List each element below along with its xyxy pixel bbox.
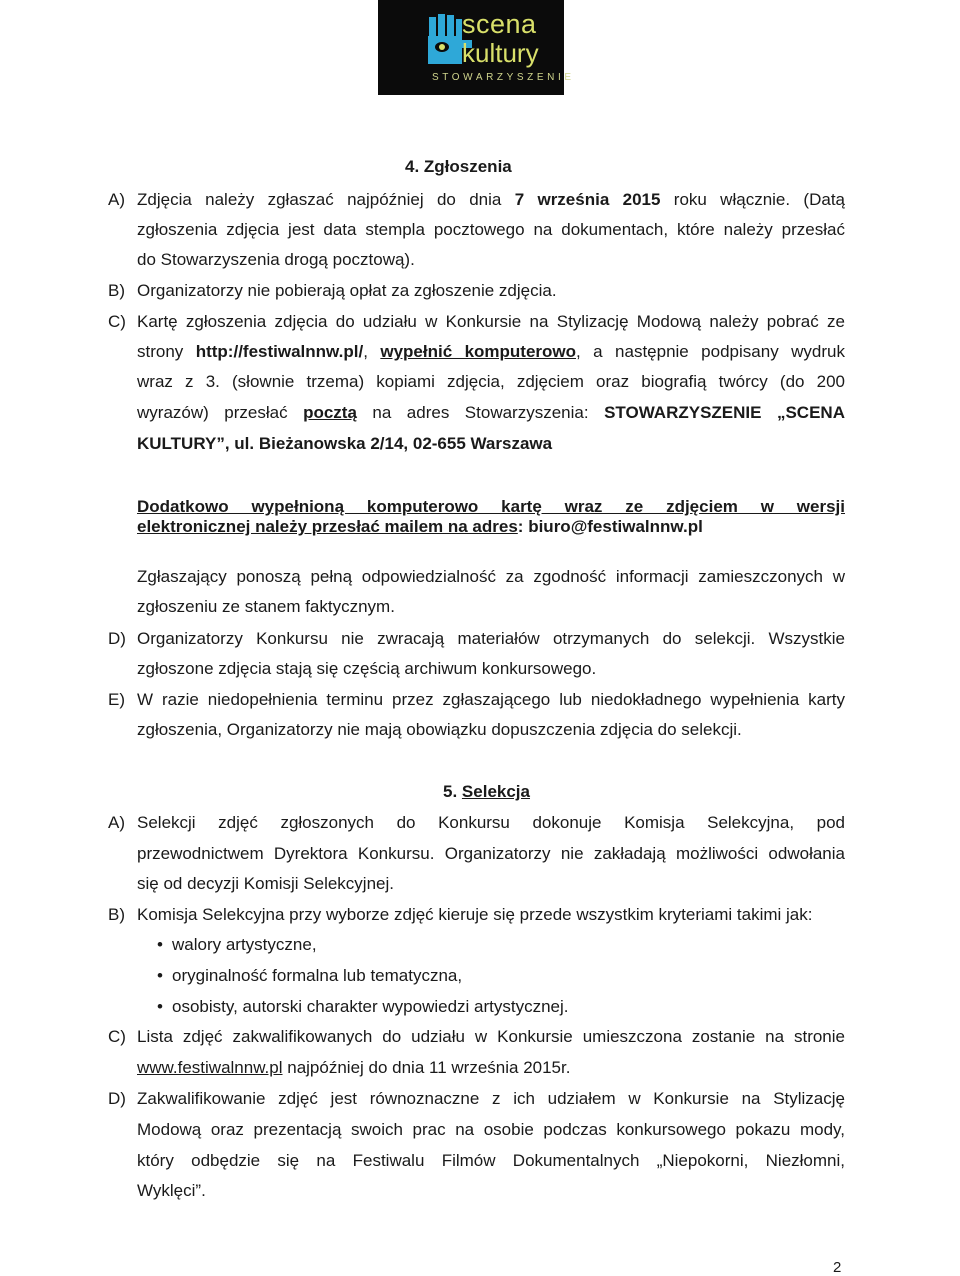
paragraph-line: www.festiwalnnw.pl najpóźniej do dnia 11 września 2015r. (137, 1058, 571, 1077)
paragraph-line: Komisja Selekcyjna przy wyborze zdjęć kieruje się przede wszystkim kryteriami takimi jak: (137, 905, 813, 924)
item-label: B) (108, 281, 125, 300)
item-label: C) (108, 1027, 126, 1046)
paragraph-line: Organizatorzy nie pobierają opłat za zgłoszenie zdjęcia. (137, 281, 557, 300)
bullet-icon: • (157, 997, 163, 1016)
logo-word-kultury: kultury (462, 38, 539, 68)
website-link[interactable]: http://festiwalnnw.pl/ (195, 342, 364, 361)
bullet-icon: • (157, 935, 163, 954)
paragraph-line: Lista zdjęć zakwalifikowanych do udziału w Konkursie umieszczona zostanie na stronie (137, 1027, 845, 1046)
paragraph-line: Zdjęcia należy zgłaszać najpóźniej do dnia 7 września 2015 roku włącznie. (Datą (137, 190, 845, 209)
paragraph-line: który odbędzie się na Festiwalu Filmów Dokumentalnych „Niepokorni, Niezłomni, (137, 1151, 845, 1170)
paragraph-line: wraz z 3. (słownie trzema) kopiami zdjęcia, zdjęciem oraz biografią twórcy (do 200 (137, 372, 845, 391)
paragraph-line: Wyklęci”. (137, 1181, 206, 1200)
paragraph-line: Organizatorzy Konkursu nie zwracają materiałów otrzymanych do selekcji. Wszystkie (137, 629, 845, 648)
item-label: A) (108, 190, 125, 209)
paragraph-line: W razie niedopełnienia terminu przez zgłaszającego lub niedokładnego wypełnienia karty (137, 690, 845, 709)
paragraph-line: przewodnictwem Dyrektora Konkursu. Organizatorzy nie zakładają możliwości odwołania (137, 844, 845, 863)
page-number: 2 (833, 1259, 842, 1276)
paragraph-line: strony http://festiwalnnw.pl/, wypełnić komputerowo, a następnie podpisany wydruk (137, 342, 845, 361)
paragraph-line: Selekcji zdjęć zgłoszonych do Konkursu dokonuje Komisja Selekcyjna, pod (137, 813, 845, 832)
logo-word-stowarzyszenie: STOWARZYSZENIE (432, 72, 575, 83)
list-item: walory artystyczne, (172, 935, 317, 954)
paragraph-line: Modową oraz prezentacją swoich prac na osobie podczas konkursowego pokazu mody, (137, 1120, 845, 1139)
item-label: D) (108, 629, 126, 648)
paragraph-line: się od decyzji Komisji Selekcyjnej. (137, 874, 394, 893)
paragraph-line: zgłoszenia zdjęcia jest data stempla pocztowego na dokumentach, które należy przesłać (137, 220, 845, 239)
list-item: oryginalność formalna lub tematyczna, (172, 966, 463, 985)
paragraph-line: do Stowarzyszenia drogą pocztową). (137, 250, 415, 269)
paragraph-line: Kartę zgłoszenia zdjęcia do udziału w Konkursie na Stylizację Modową należy pobrać ze (137, 312, 845, 331)
paragraph-line: Zakwalifikowanie zdjęć jest równoznaczne z ich udziałem w Konkursie na Stylizację (137, 1089, 845, 1108)
paragraph-line: wyrazów) przesłać pocztą na adres Stowarzyszenia: STOWARZYSZENIE „SCENA (137, 403, 845, 422)
bullet-icon: • (157, 966, 163, 985)
list-item: osobisty, autorski charakter wypowiedzi artystycznej. (172, 997, 569, 1016)
email-link[interactable]: biuro@festiwalnnw.pl (528, 517, 703, 536)
paragraph-line: Zgłaszający ponoszą pełną odpowiedzialność za zgodność informacji zamieszczonych w (137, 567, 845, 586)
section-4-heading: 4. Zgłoszenia (405, 157, 512, 176)
section-5-heading: 5. Selekcja (443, 782, 530, 801)
scena-kultury-logo (378, 0, 575, 95)
paragraph-line: zgłoszeniu ze stanem faktycznym. (137, 597, 395, 616)
item-label: D) (108, 1089, 126, 1108)
item-label: C) (108, 312, 126, 331)
website-link[interactable]: www.festiwalnnw.pl (137, 1058, 283, 1077)
logo-word-scena: scena (462, 9, 537, 39)
paragraph-line: zgłoszenia, Organizatorzy nie mają obowiązku dopuszczenia zdjęcia do selekcji. (137, 720, 742, 739)
item-label: A) (108, 813, 125, 832)
item-label: B) (108, 905, 125, 924)
paragraph-line: elektronicznej należy przesłać mailem na adres: biuro@festiwalnnw.pl (137, 517, 703, 536)
item-label: E) (108, 690, 125, 709)
paragraph-line: KULTURY”, ul. Bieżanowska 2/14, 02-655 Warszawa (137, 434, 553, 453)
paragraph-line: Dodatkowo wypełnioną komputerowo kartę wraz ze zdjęciem w wersji (137, 497, 845, 516)
paragraph-line: zgłoszone zdjęcia stają się częścią archiwum konkursowego. (137, 659, 597, 678)
